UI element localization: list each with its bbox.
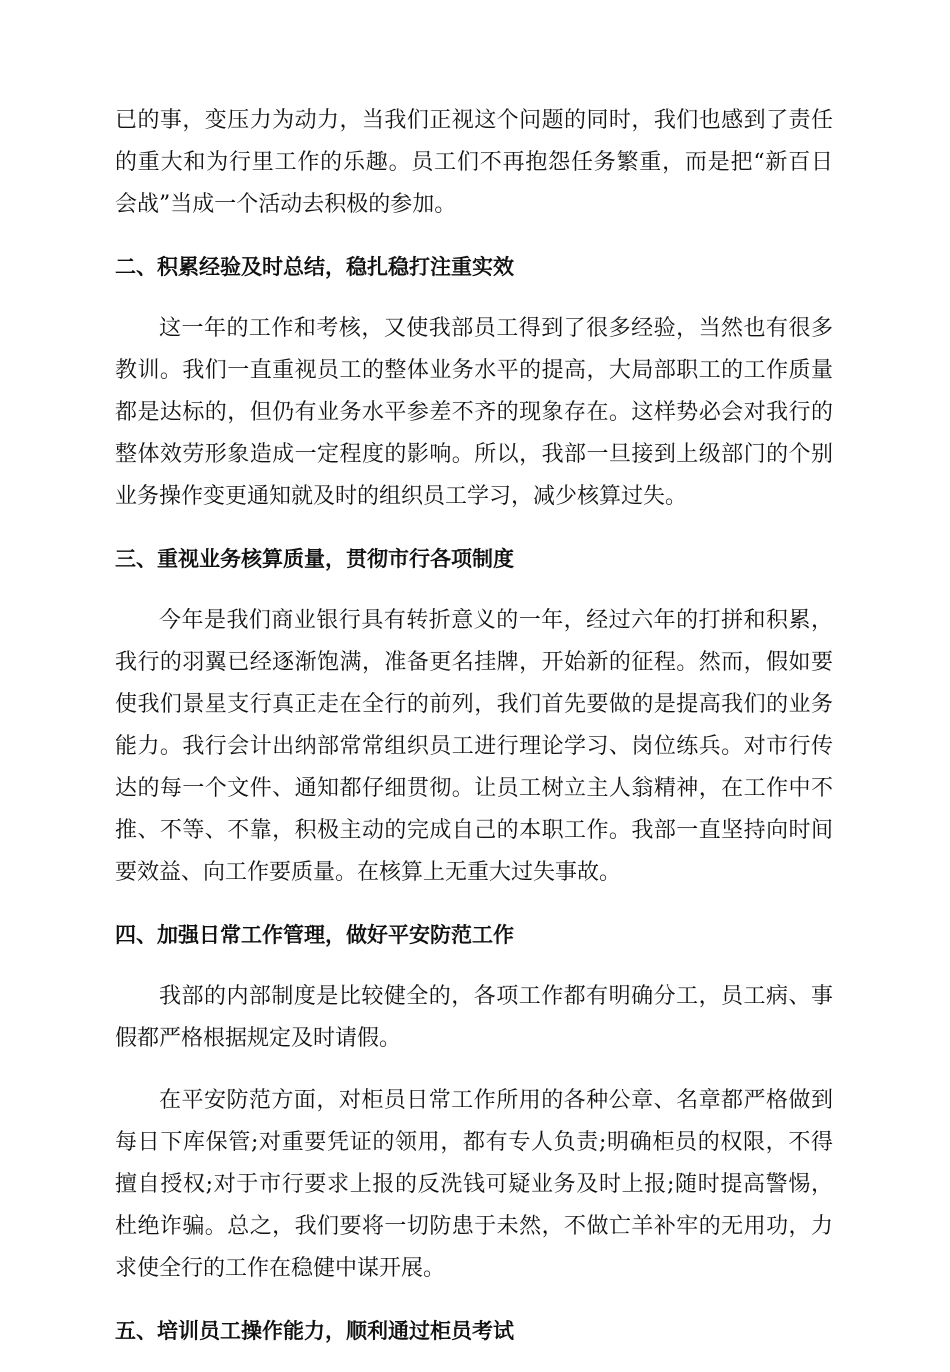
text-line: 已的事，变压力为动力，当我们正视这个问题的同时，我们也感到了责任 [115,108,833,133]
text-line: 我行的羽翼已经逐渐饱满，准备更名挂牌，开始新的征程。然而，假如要 [115,650,833,675]
text-line: 每日下库保管;对重要凭证的领用，都有专人负责;明确柜员的权限，不得 [115,1130,833,1155]
text-line: 杜绝诈骗。总之，我们要将一切防患于未然，不做亡羊补牢的无用功，力 [115,1214,833,1239]
section-heading-3: 三、重视业务核算质量，贯彻市行各项制度 [115,547,514,571]
text-line: 我部的内部制度是比较健全的，各项工作都有明确分工，员工病、事 [159,984,833,1009]
text-line: 要效益、向工作要质量。在核算上无重大过失事故。 [115,860,622,885]
text-line: 今年是我们商业银行具有转折意义的一年，经过六年的打拼和积累， [159,608,833,633]
text-line: 教训。我们一直重视员工的整体业务水平的提高，大局部职工的工作质量 [115,358,833,383]
text-line: 推、不等、不靠，积极主动的完成自己的本职工作。我部一直坚持向时间 [115,818,833,843]
text-line: 求使全行的工作在稳健中谋开展。 [115,1256,446,1281]
paragraph-section-3 [115,600,833,894]
text-line: 整体效劳形象造成一定程度的影响。所以，我部一旦接到上级部门的个别 [115,442,833,467]
text-line: 的重大和为行里工作的乐趣。员工们不再抱怨任务繁重，而是把“新百日 [115,150,833,175]
text-line: 使我们景星支行真正走在全行的前列，我们首先要做的是提高我们的业务 [115,692,833,717]
text-line: 擅自授权;对于市行要求上报的反洗钱可疑业务及时上报;随时提高警惕， [115,1172,833,1197]
text-line: 在平安防范方面，对柜员日常工作所用的各种公章、名章都严格做到 [159,1088,833,1113]
text-line: 会战”当成一个活动去积极的参加。 [115,192,457,217]
paragraph-continuation [115,100,833,226]
section-heading-4: 四、加强日常工作管理，做好平安防范工作 [115,923,514,947]
text-line: 达的每一个文件、通知都仔细贯彻。让员工树立主人翁精神，在工作中不 [115,776,833,801]
section-heading-2: 二、积累经验及时总结，稳扎稳打注重实效 [115,255,514,279]
paragraph-section-2 [115,308,833,518]
text-line: 业务操作变更通知就及时的组织员工学习，减少核算过失。 [115,484,688,509]
text-line: 假都严格根据规定及时请假。 [115,1026,402,1051]
paragraph-section-4b [115,1080,833,1290]
text-line: 能力。我行会计出纳部常常组织员工进行理论学习、岗位练兵。对市行传 [115,734,833,759]
text-line: 这一年的工作和考核，又使我部员工得到了很多经验，当然也有很多 [159,316,833,341]
document-page [115,100,833,1372]
section-heading-5: 五、培训员工操作能力，顺利通过柜员考试 [115,1319,514,1343]
paragraph-section-4a [115,976,833,1060]
text-line: 都是达标的，但仍有业务水平参差不齐的现象存在。这样势必会对我行的 [115,400,833,425]
